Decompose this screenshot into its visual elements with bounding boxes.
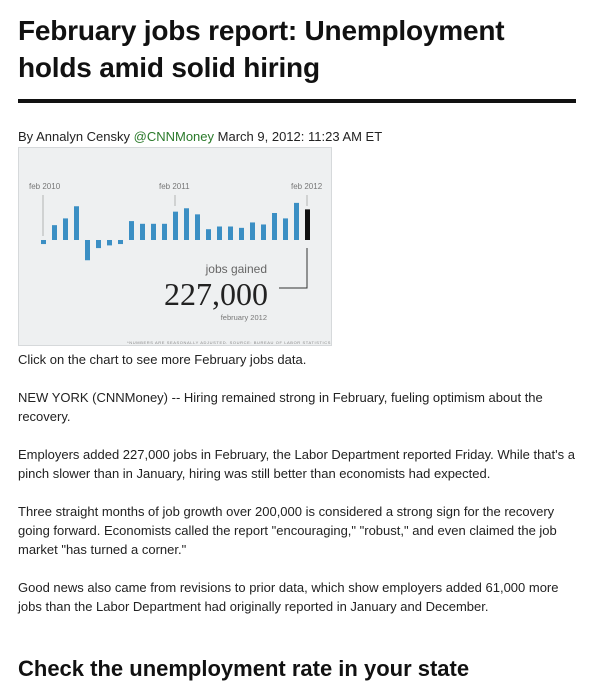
- chart-bar: [305, 209, 310, 240]
- chart-bar: [85, 240, 90, 260]
- annotation-leader-line: [279, 248, 307, 288]
- chart-bar: [272, 213, 277, 240]
- byline-date: March 9, 2012: 11:23 AM ET: [217, 129, 383, 144]
- section-subhead: Check the unemployment rate in your state: [18, 656, 470, 681]
- annotation-sub: february 2012: [220, 313, 267, 322]
- chart-bar: [195, 214, 200, 240]
- chart-bar: [151, 224, 156, 240]
- paragraph: Employers added 227,000 jobs in February, the Labor Department reported Friday. While that's a pinch slower than in January, hiring was still better than economists had expected.: [18, 447, 575, 481]
- byline-twitter-link[interactable]: @CNNMoney: [133, 129, 215, 144]
- chart-bar: [41, 240, 46, 244]
- chart-bar: [217, 227, 222, 241]
- tick-label-mid: feb 2011: [159, 182, 190, 191]
- chart-bar: [74, 206, 79, 240]
- chart-bar: [283, 218, 288, 240]
- paragraph: Three straight months of job growth over 200,000 is considered a strong sign for the recovery going forward. Economists called the report "encouraging," "robust," and even claimed the job market "has turned a corner.": [18, 504, 557, 557]
- byline-author: By Annalyn Censky: [18, 129, 131, 144]
- tick-label-start: feb 2010: [29, 182, 61, 191]
- annotation-value: 227,000: [164, 276, 268, 312]
- tick-label-end: feb 2012: [291, 182, 323, 191]
- chart-bar: [140, 224, 145, 240]
- byline: [18, 129, 382, 144]
- chart-bar: [107, 240, 112, 245]
- chart-bar: [129, 221, 134, 240]
- chart-bar: [96, 240, 101, 248]
- chart-bar: [118, 240, 123, 244]
- chart-bar: [250, 222, 255, 240]
- chart-bar: [206, 229, 211, 240]
- chart-bar: [239, 228, 244, 240]
- chart-bar: [184, 208, 189, 240]
- chart-bar: [228, 227, 233, 241]
- chart-footnote: *NUMBERS ARE SEASONALLY ADJUSTED. SOURCE: BUREAU OF LABOR STATISTICS: [127, 340, 331, 345]
- chart-bar: [52, 225, 57, 240]
- chart-bar: [173, 212, 178, 240]
- paragraph: NEW YORK (CNNMoney) -- Hiring remained strong in February, fueling optimism about the recovery.: [18, 390, 543, 424]
- chart-bar: [162, 224, 167, 240]
- chart-bar: [63, 218, 68, 240]
- jobs-chart-svg: [19, 148, 332, 346]
- jobs-chart[interactable]: [18, 147, 332, 346]
- paragraph: Good news also came from revisions to prior data, which show employers added 61,000 more jobs than the Labor Department had originally reported in January and December.: [18, 580, 559, 614]
- chart-bar: [261, 224, 266, 240]
- bars-group: [41, 203, 310, 260]
- chart-caption[interactable]: Click on the chart to see more February jobs data.: [18, 352, 307, 367]
- annotation-label: jobs gained: [205, 262, 267, 276]
- chart-bar: [294, 203, 299, 240]
- article-headline: February jobs report: Unemployment holds amid solid hiring: [18, 15, 505, 83]
- headline-divider: [18, 99, 576, 103]
